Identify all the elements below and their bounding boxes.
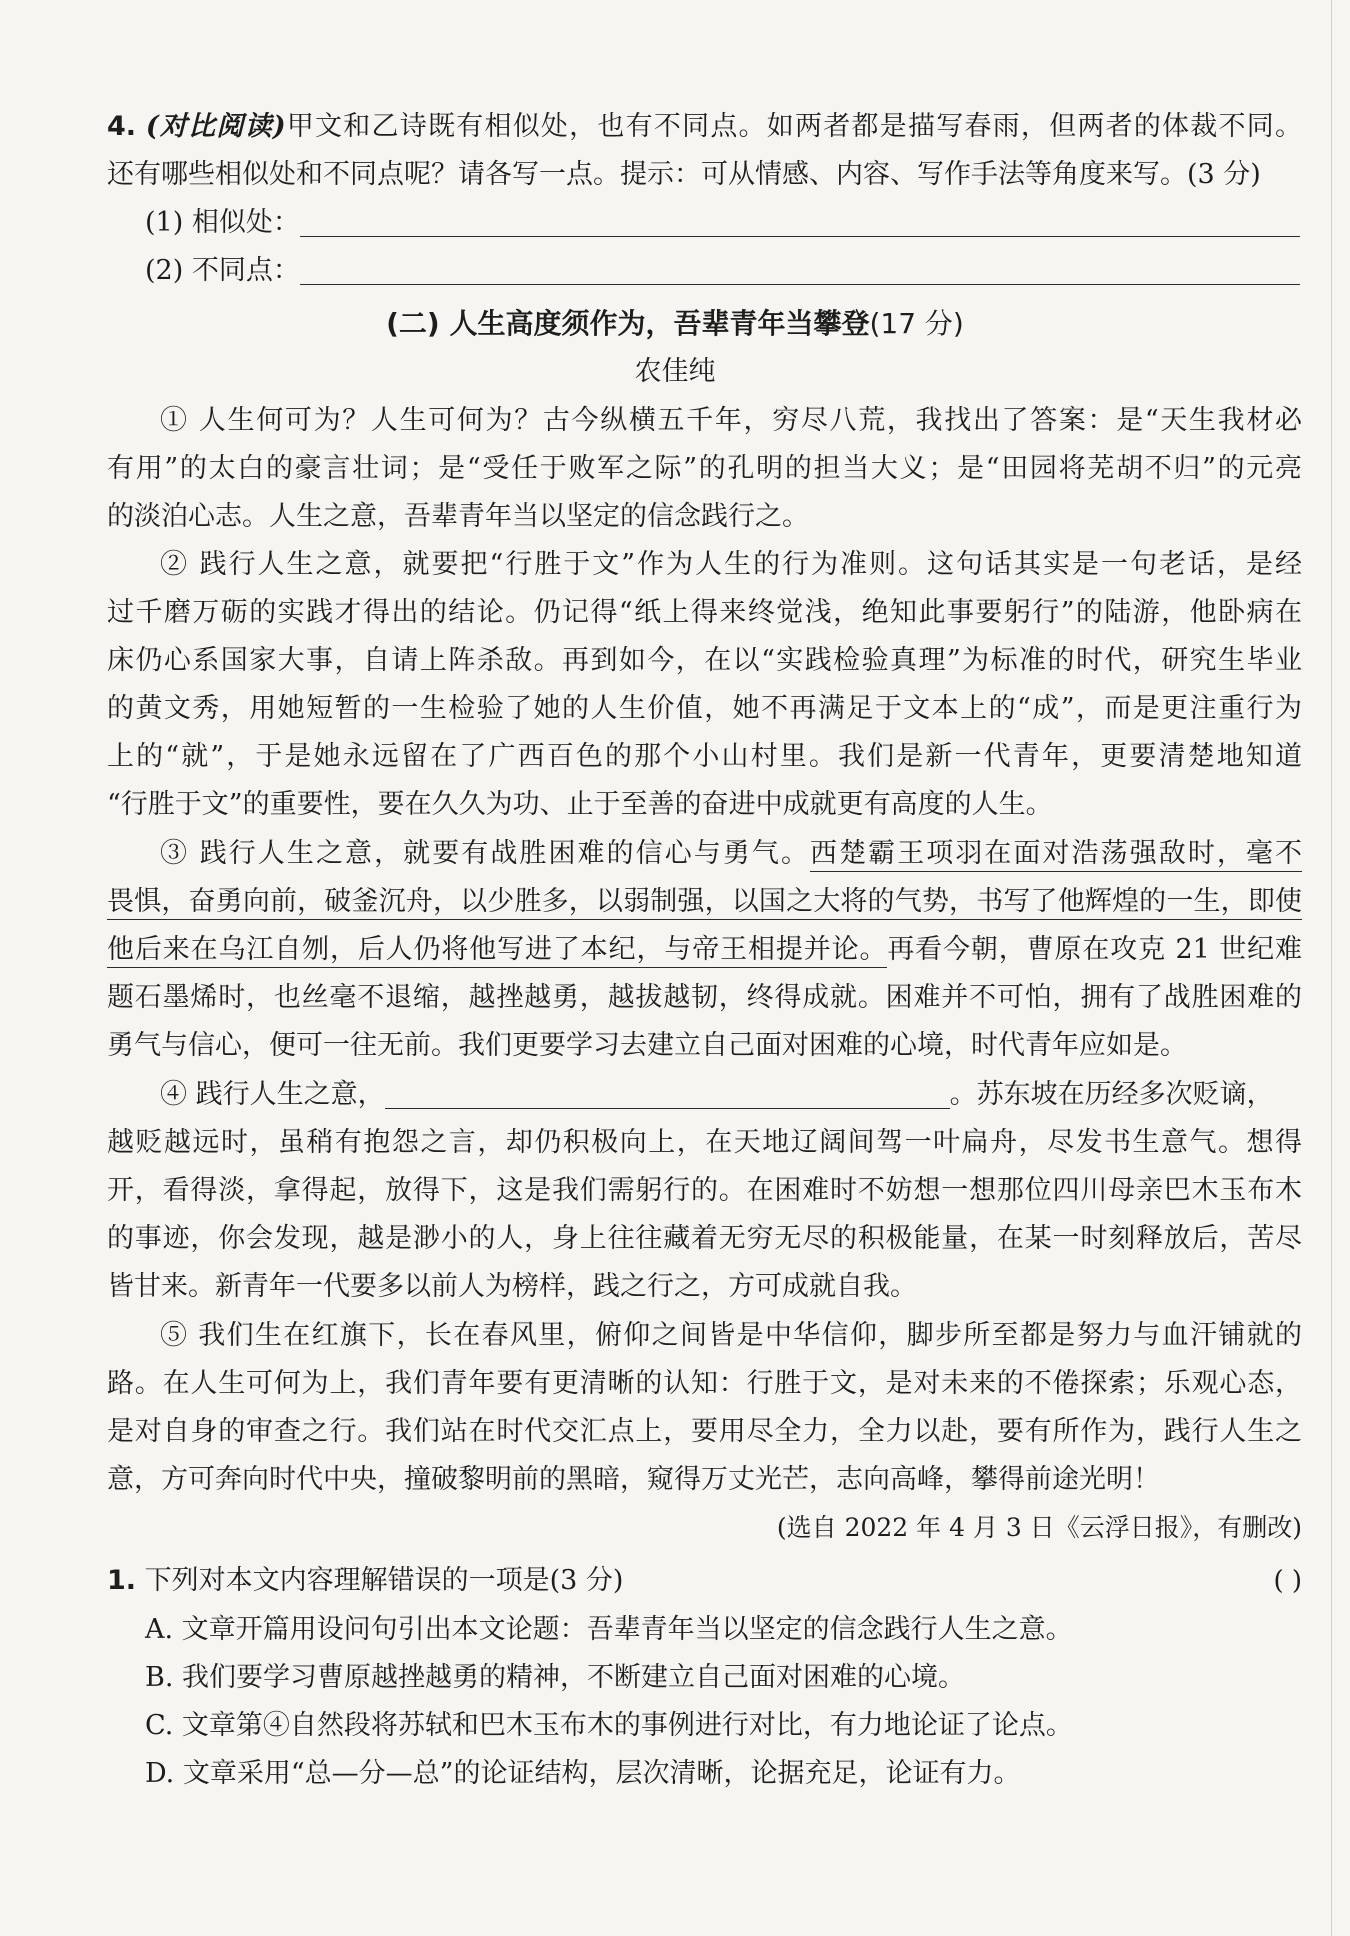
q4-text-1: 甲文和乙诗既有相似处，也有不同点。如两者都是描写春雨，但两者的体裁不同。	[285, 111, 1302, 142]
paragraph-3-line: 勇气与信心，便可一往无前。我们更要学习去建立自己面对困难的心境，时代青年应如是。	[107, 1030, 1187, 1061]
paragraph-3-line	[107, 878, 1302, 926]
q4-number: 4.	[107, 111, 137, 142]
article-source: (选自 2022 年 4 月 3 日《云浮日报》，有删改)	[776, 1513, 1302, 1542]
q4-tag: (对比阅读)	[145, 111, 286, 142]
paragraph-3-text: 再看今朝，曹原在攻克 21 世纪难	[887, 934, 1302, 965]
q4-sub-1	[145, 199, 1305, 247]
paragraph-4-fill-blank[interactable]	[385, 1078, 950, 1109]
section-title	[0, 300, 1350, 348]
q1-option-c[interactable]: C. 文章第④自然段将苏轼和巴木玉布木的事例进行对比，有力地论证了论点。	[145, 1710, 1073, 1741]
paragraph-3-line	[107, 926, 1302, 974]
paragraph-2-line: 的黄文秀，用她短暂的一生检验了她的人生价值，她不再满足于文本上的“成”，而是更注重行为	[107, 693, 1302, 724]
paragraph-3-underlined-text: 畏惧，奋勇向前，破釜沉舟，以少胜多，以弱制强，以国之大将的气势，书写了他辉煌的一生，即使	[107, 886, 1302, 920]
paragraph-2-line: “行胜于文”的重要性，要在久久为功、止于至善的奋进中成就更有高度的人生。	[107, 789, 1053, 820]
page-edge-line	[1331, 0, 1332, 1936]
paragraph-4-text: 。苏东坡在历经多次贬谪，	[949, 1079, 1274, 1110]
q1-number: 1.	[107, 1565, 137, 1596]
paragraph-2-line: ② 践行人生之意，就要把“行胜于文”作为人生的行为准则。这句话其实是一句老话，是经	[160, 549, 1302, 580]
q1-option-b[interactable]: B. 我们要学习曹原越挫越勇的精神，不断建立自己面对困难的心境。	[145, 1662, 966, 1693]
q4-sub-1-label: (1) 相似处：	[145, 207, 300, 238]
paragraph-1-line: ① 人生何可为？人生可何为？古今纵横五千年，穷尽八荒，我找出了答案：是“天生我材必	[160, 405, 1302, 436]
paragraph-2-line: 过千磨万砺的实践才得出的结论。仍记得“纸上得来终觉浅，绝知此事要躬行”的陆游，他卧病在	[107, 597, 1302, 628]
paragraph-3-line: 题石墨烯时，也丝毫不退缩，越挫越勇，越拔越韧，终得成就。困难并不可怕，拥有了战胜困难的	[107, 982, 1302, 1013]
section-title-text: (二) 人生高度须作为，吾辈青年当攀登	[386, 307, 870, 340]
paragraph-5-line: 是对自身的审查之行。我们站在时代交汇点上，要用尽全力，全力以赴，要有所作为，践行人生之	[107, 1416, 1302, 1447]
paragraph-4-line: 的事迹，你会发现，越是渺小的人，身上往往藏着无穷无尽的积极能量，在某一时刻释放后，苦尽	[107, 1223, 1302, 1254]
q4-line-1	[107, 103, 1302, 151]
section-points: (17 分)	[869, 307, 964, 340]
q1-stem: 下列对本文内容理解错误的一项是(3 分)	[144, 1565, 624, 1596]
article-author: 农佳纯	[634, 356, 716, 387]
paragraph-4-line: 皆甘来。新青年一代要多以前人为榜样，践之行之，方可成就自我。	[107, 1271, 917, 1302]
q4-line-2	[107, 151, 1302, 199]
q1-option-a[interactable]: A. 文章开篇用设问句引出本文论题：吾辈青年当以坚定的信念践行人生之意。	[145, 1614, 1073, 1645]
paragraph-3-text: ③ 践行人生之意，就要有战胜困难的信心与勇气。	[160, 838, 811, 869]
paragraph-1-line: 有用”的太白的豪言壮词；是“受任于败军之际”的孔明的担当大义；是“田园将芜胡不归”的元亮	[107, 453, 1302, 484]
q1-option-d[interactable]: D. 文章采用“总—分—总”的论证结构，层次清晰，论据充足，论证有力。	[145, 1758, 1021, 1789]
paragraph-5-line: 意，方可奔向时代中央，撞破黎明前的黑暗，窥得万丈光芒，志向高峰，攀得前途光明！	[107, 1464, 1160, 1495]
q1-answer-parentheses[interactable]: ( )	[1273, 1566, 1302, 1596]
q4-sub-2-label: (2) 不同点：	[145, 255, 300, 286]
q4-sub-1-answer-blank[interactable]	[300, 206, 1300, 237]
paragraph-4-line: 开，看得淡，拿得起，放得下，这是我们需躬行的。在困难时不妨想一想那位四川母亲巴木玉布木	[107, 1175, 1302, 1206]
paragraph-5-line: 路。在人生可何为上，我们青年要有更清晰的认知：行胜于文，是对未来的不倦探索；乐观心态，	[107, 1368, 1302, 1399]
paragraph-3-underlined-text: 他后来在乌江自刎，后人仍将他写进了本纪，与帝王相提并论。	[107, 934, 887, 968]
paragraph-4-text: ④ 践行人生之意，	[160, 1079, 385, 1110]
q4-sub-2	[145, 247, 1305, 295]
paragraph-5-line: ⑤ 我们生在红旗下，长在春风里，俯仰之间皆是中华信仰，脚步所至都是努力与血汗铺就的	[160, 1320, 1302, 1351]
paragraph-4-line: 越贬越远时，虽稍有抱怨之言，却仍积极向上，在天地辽阔间驾一叶扁舟，尽发书生意气。想得	[107, 1127, 1302, 1158]
q4-sub-2-answer-blank[interactable]	[300, 254, 1300, 285]
paragraph-1-line: 的淡泊心志。人生之意，吾辈青年当以坚定的信念践行之。	[107, 501, 809, 532]
paragraph-3-line	[160, 830, 1302, 878]
q4-text-2: 还有哪些相似处和不同点呢？请各写一点。提示：可从情感、内容、写作手法等角度来写。(3 分)	[107, 159, 1261, 190]
paragraph-3-underlined-text: 西楚霸王项羽在面对浩荡强敌时，毫不	[810, 838, 1302, 872]
paragraph-2-line: 上的“就”，于是她永远留在了广西百色的那个小山村里。我们是新一代青年，更要清楚地知道	[107, 741, 1302, 772]
paragraph-4-line	[160, 1071, 1302, 1119]
q1-stem-line	[107, 1557, 1107, 1605]
paragraph-2-line: 床仍心系国家大事，自请上阵杀敌。再到如今，在以“实践检验真理”为标准的时代，研究生毕业	[107, 645, 1302, 676]
